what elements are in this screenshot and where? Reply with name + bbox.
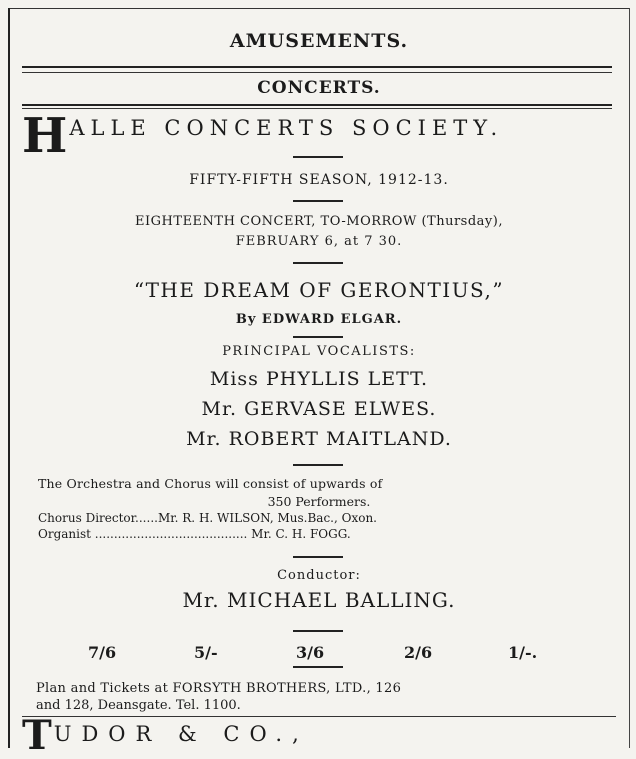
season: FIFTY-FIFTH SEASON, 1912-13. bbox=[189, 172, 449, 188]
price: 5/- bbox=[194, 643, 218, 662]
subsection-heading: CONCERTS. bbox=[257, 78, 381, 98]
price: 2/6 bbox=[404, 643, 433, 662]
work-title: “THE DREAM OF GERONTIUS,” bbox=[133, 278, 505, 302]
price: 1/-. bbox=[508, 643, 538, 662]
subsection-rule bbox=[22, 104, 612, 106]
vocalist: Mr. ROBERT MAITLAND. bbox=[186, 428, 452, 450]
next-advert-initial: T bbox=[22, 712, 52, 759]
divider bbox=[293, 156, 343, 158]
vocalist: Miss PHYLLIS LETT. bbox=[209, 368, 429, 390]
price: 3/6 bbox=[296, 643, 325, 662]
tickets-line-1: Plan and Tickets at FORSYTH BROTHERS, LTD., 126 bbox=[36, 681, 402, 696]
next-advert-name-rest: UDOR & CO., bbox=[53, 722, 309, 746]
divider bbox=[293, 630, 343, 632]
society-name-rest: ALLE CONCERTS SOCIETY. bbox=[69, 116, 504, 140]
top-rule bbox=[8, 8, 630, 9]
column-border-right bbox=[629, 8, 630, 748]
orchestra-line-2: 350 Performers. bbox=[267, 494, 371, 509]
society-name bbox=[22, 108, 504, 164]
divider bbox=[293, 666, 343, 668]
divider bbox=[293, 200, 343, 202]
price: 7/6 bbox=[88, 643, 117, 662]
divider bbox=[293, 262, 343, 264]
next-advert-heading bbox=[22, 712, 309, 759]
heading-rule-thin bbox=[22, 72, 612, 73]
divider bbox=[293, 556, 343, 558]
subsection-rule-thin bbox=[22, 108, 612, 109]
orchestra-line-1: The Orchestra and Chorus will consist of upwards of bbox=[38, 476, 383, 491]
divider bbox=[293, 464, 343, 466]
organist: Organist ........................................ Mr. C. H. FOGG. bbox=[38, 527, 351, 541]
concert-line-1: EIGHTEENTH CONCERT, TO-MORROW (Thursday), bbox=[135, 214, 503, 229]
conductor-name: Mr. MICHAEL BALLING. bbox=[182, 588, 456, 612]
chorus-director: Chorus Director......Mr. R. H. WILSON, Mus.Bac., Oxon. bbox=[38, 511, 377, 525]
divider bbox=[293, 336, 343, 338]
society-initial: H bbox=[22, 108, 68, 164]
composer: By EDWARD ELGAR. bbox=[235, 312, 403, 327]
section-heading: AMUSEMENTS. bbox=[229, 30, 409, 52]
vocalists-label: PRINCIPAL VOCALISTS: bbox=[222, 344, 416, 359]
vocalist: Mr. GERVASE ELWES. bbox=[201, 398, 437, 420]
conductor-label: Conductor: bbox=[277, 568, 361, 583]
tickets-line-2: and 128, Deansgate. Tel. 1100. bbox=[36, 698, 241, 713]
heading-rule bbox=[22, 66, 612, 68]
concert-line-2: FEBRUARY 6, at 7 30. bbox=[235, 234, 403, 249]
